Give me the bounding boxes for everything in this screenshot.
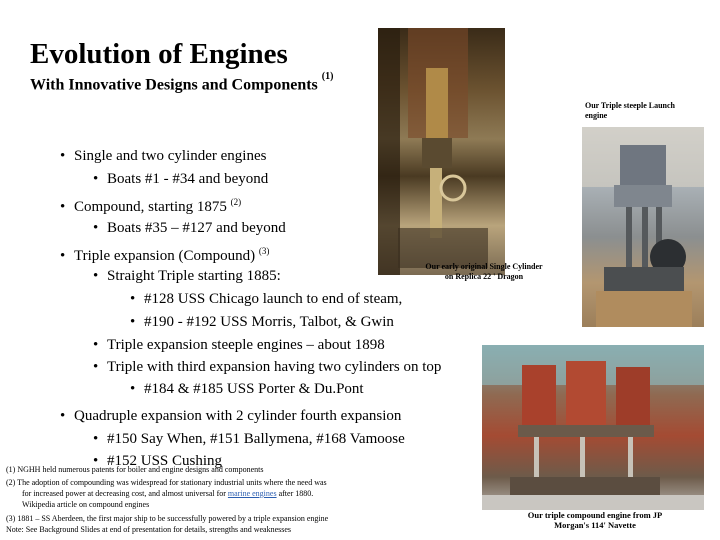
steeple-engine-photo	[582, 127, 704, 327]
footnote-3: (3) 1881 – SS Aberdeen, the first major ship to be successfully powered by a triple expansion engine	[6, 514, 329, 523]
bullet-triple-expansion: • Triple expansion (Compound) $^{(3)}$	[60, 246, 270, 264]
compound-engine-photo	[482, 345, 704, 510]
bullet-steeple-engines: • Triple expansion steeple engines – about 1898	[93, 337, 385, 353]
bullet-uss-chicago: • #128 USS Chicago launch to end of steam,	[130, 291, 403, 307]
bullet-uss-cushing: • #152 USS Cushing	[93, 453, 223, 469]
footnote-2-line-2: for increased power at decreasing cost, and almost universal for marine engines after 1880.	[22, 489, 314, 498]
marine-engines-link[interactable]: marine engines	[227, 489, 277, 498]
bullet-quadruple-expansion: • Quadruple expansion with 2 cylinder fourth expansion	[60, 408, 402, 424]
bullet-boats-1-34: • Boats #1 - #34 and beyond	[93, 171, 269, 187]
original-engine-caption: Our early original Single Cylinder on Replica 22 ' Dragon	[425, 262, 543, 281]
page-subtitle	[30, 71, 334, 94]
compound-engine-caption: Our triple compound engine from JP Morgan's 114' Navette	[527, 510, 663, 530]
footnote-2-line-3: Wikipedia article on compound engines	[22, 500, 150, 509]
bullet-uss-porter: • #184 & #185 USS Porter & Du.Pont	[130, 381, 364, 397]
bullet-third-expansion: • Triple with third expansion having two cylinders on top	[93, 359, 442, 375]
bullet-single-two-cylinder: • Single and two cylinder engines	[60, 148, 267, 164]
footnote-note: Note: See Background Slides at end of presentation for details, strengths and weaknesses	[6, 525, 292, 534]
bullet-compound: • Compound, starting 1875 $^{(2)}$	[60, 197, 242, 215]
launch-engine-photo	[378, 28, 505, 275]
bullet-say-when: • #150 Say When, #151 Ballymena, #168 Vamoose	[93, 431, 405, 447]
steeple-engine-caption: Our Triple steeple Launch engine	[585, 101, 676, 120]
footnote-2-line-1: (2) The adoption of compounding was widespread for stationary industrial units where the need was	[6, 478, 327, 487]
page-title: Evolution of Engines	[30, 38, 288, 70]
bullet-straight-triple: • Straight Triple starting 1885:	[93, 268, 281, 284]
subtitle-footnote-ref: (1)	[321, 71, 334, 82]
bullet-uss-morris: • #190 - #192 USS Morris, Talbot, & Gwin	[130, 314, 394, 330]
subtitle-text: With Innovative Designs and Components	[30, 76, 318, 94]
bullet-boats-35-127: • Boats #35 – #127 and beyond	[93, 220, 286, 236]
footnote-1: (1) NGHH held numerous patents for boiler and engine designs and components	[6, 465, 264, 474]
